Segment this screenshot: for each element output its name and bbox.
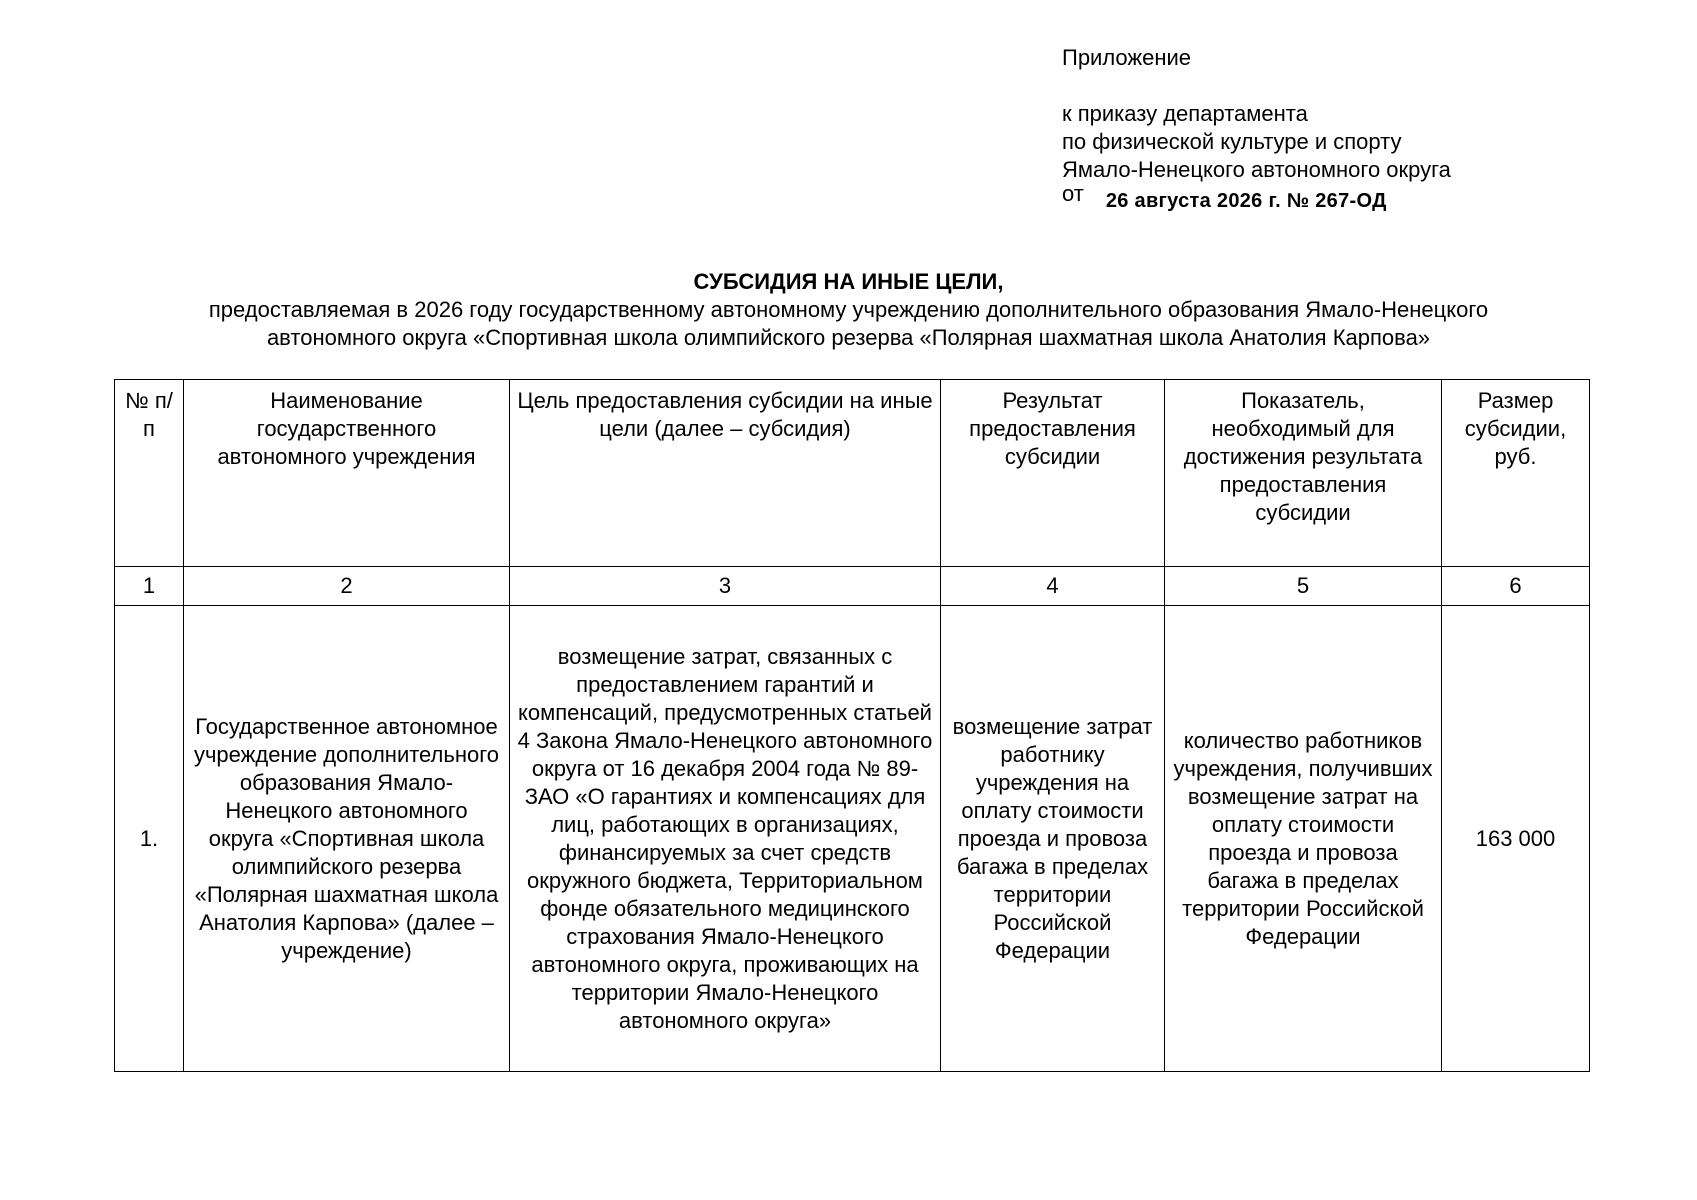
column-number-cell: 3 [510, 567, 941, 606]
appendix-line: к приказу департамента [1062, 101, 1308, 126]
appendix-title: Приложение [1062, 45, 1192, 70]
column-number-cell: 5 [1165, 567, 1442, 606]
amount-cell: 163 000 [1442, 606, 1590, 1072]
header-cell-result: Результат предоставления субсидии [941, 380, 1165, 567]
appendix-spacer [1062, 72, 1451, 100]
institution-cell: Государственное автономное учреждение дополнительного образования Ямало-Ненецкого автономного округа «Спортивная школа олимпийского резерва «Полярная шахматная школа Анатолия Карпова» (далее – учреждение) [184, 606, 510, 1072]
appendix-line: по физической культуре и спорту [1062, 129, 1402, 154]
row-number-cell: 1. [115, 606, 184, 1072]
column-number-cell: 4 [941, 567, 1165, 606]
document-title: СУБСИДИЯ НА ИНЫЕ ЦЕЛИ, [693, 269, 1004, 294]
order-date-row [1062, 181, 1451, 213]
header-cell-amount: Размер субсидии, руб. [1442, 380, 1590, 567]
document-subtitle-line: автономного округа «Спортивная школа олимпийского резерва «Полярная шахматная школа Анатолия Карпова» [266, 325, 1431, 350]
appendix-block [1062, 44, 1451, 213]
column-number-cell: 2 [184, 567, 510, 606]
document-subtitle-line: предоставляемая в 2026 году государственному автономному учреждению дополнительного образования Ямало-Ненецкого [208, 297, 1489, 322]
purpose-cell: возмещение затрат, связанных с предоставлением гарантий и компенсаций, предусмотренных статьей 4 Закона Ямало-Ненецкого автономного округа от 16 декабря 2004 года № 89-ЗАО «О гарантиях и компенсациях для лиц, работающих в организациях, финансируемых за счет средств окружного бюджета, Территориальном фонде обязательного медицинского страхования Ямало-Ненецкого автономного округа, проживающих на территории Ямало-Ненецкого автономного округа» [510, 606, 941, 1072]
indicator-cell: количество работников учреждения, получивших возмещение затрат на оплату стоимости проезда и провоза багажа в пределах территории Российской Федерации [1165, 606, 1442, 1072]
column-number-cell: 1 [115, 567, 184, 606]
column-number-cell: 6 [1442, 567, 1590, 606]
header-cell-indicator: Показатель, необходимый для достижения результата предоставления субсидии [1165, 380, 1442, 567]
date-prefix: от [1062, 181, 1084, 206]
order-date-number: 26 августа 2026 г. № 267-ОД [1105, 190, 1387, 212]
header-cell-number: № п/п [115, 380, 184, 567]
appendix-line: Ямало-Ненецкого автономного округа [1062, 157, 1451, 182]
header-cell-institution: Наименование государственного автономного учреждения [184, 380, 510, 567]
table-row [115, 606, 1590, 1072]
subsidy-table [114, 379, 1590, 1072]
header-cell-purpose: Цель предоставления субсидии на иные цели (далее – субсидия) [510, 380, 941, 567]
document-heading [0, 268, 1697, 352]
table-header-row [115, 380, 1590, 567]
result-cell: возмещение затрат работнику учреждения на оплату стоимости проезда и провоза багажа в пределах территории Российской Федерации [941, 606, 1165, 1072]
column-number-row [115, 567, 1590, 606]
